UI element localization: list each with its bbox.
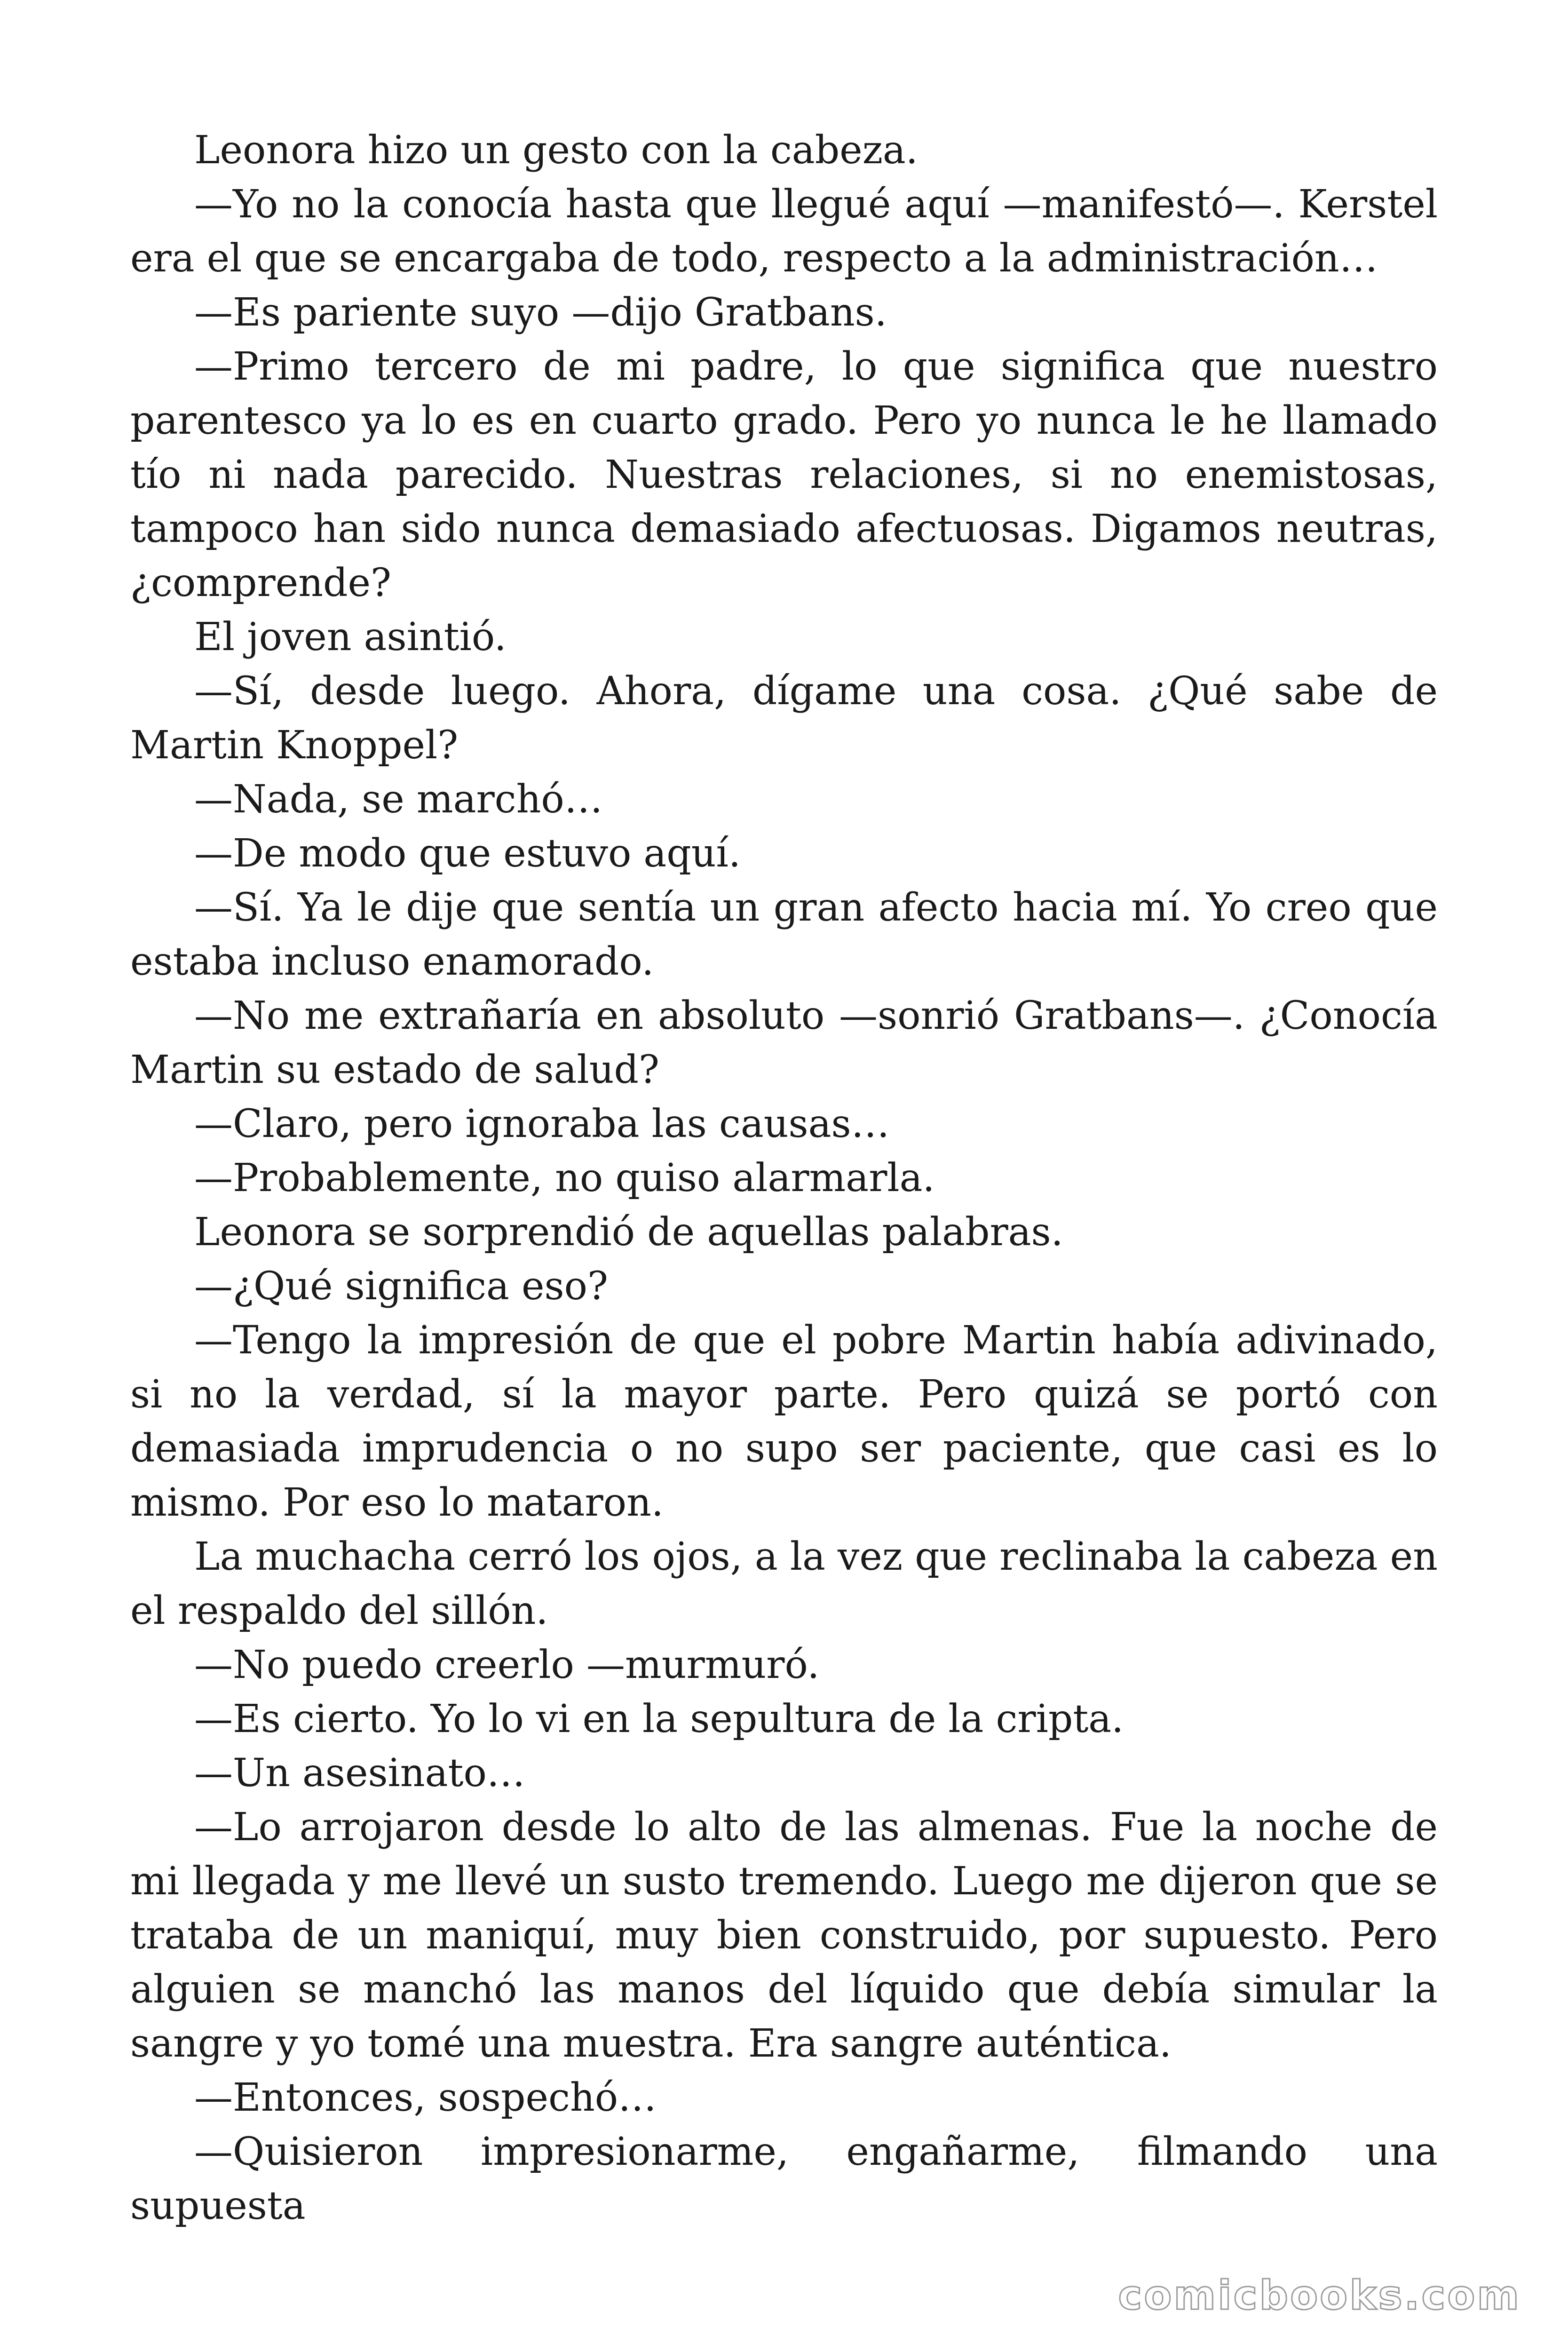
paragraph: La muchacha cerró los ojos, a la vez que reclinaba la cabeza en el respaldo del sillón. <box>130 1534 1438 1633</box>
watermark-text: comicbooks.com <box>1118 2272 1521 2319</box>
paragraph: —No puedo creerlo —murmuró. <box>194 1643 820 1687</box>
paragraph: —Tengo la impresión de que el pobre Martin había adivinado, si no la verdad, sí la mayor parte. Pero quizá se portó con demasiada imprudencia o no supo ser paciente, que casi es lo mismo. Por eso lo mataron. <box>130 1318 1438 1525</box>
paragraph: —Lo arrojaron desde lo alto de las almenas. Fue la noche de mi llegada y me llevé un susto tremendo. Luego me dijeron que se trataba de un maniquí, muy bien construido, por supuesto. Pero alguien se manchó las manos del líquido que debía simular la sangre y yo tomé una muestra. Era sangre auténtica. <box>130 1805 1438 2066</box>
body-text <box>130 123 1438 2233</box>
paragraph: —Es pariente suyo —dijo Gratbans. <box>194 290 887 335</box>
paragraph: —Entonces, sospechó… <box>194 2075 657 2120</box>
paragraph: —No me extrañaría en absoluto —sonrió Gratbans—. ¿Conocía Martin su estado de salud? <box>130 993 1438 1092</box>
paragraph: —Probablemente, no quiso alarmarla. <box>194 1156 935 1200</box>
paragraph: Leonora se sorprendió de aquellas palabras. <box>194 1210 1063 1255</box>
paragraph: —Es cierto. Yo lo vi en la sepultura de la cripta. <box>194 1697 1124 1741</box>
paragraph: —Nada, se marchó… <box>194 777 603 822</box>
paragraph: —Sí, desde luego. Ahora, dígame una cosa. ¿Qué sabe de Martin Knoppel? <box>130 669 1438 768</box>
paragraph: —Quisieron impresionarme, engañarme, filmando una supuesta <box>130 2130 1438 2228</box>
paragraph: —Claro, pero ignoraba las causas… <box>194 1102 890 1146</box>
paragraph: —De modo que estuvo aquí. <box>194 831 741 876</box>
paragraph: —Primo tercero de mi padre, lo que significa que nuestro parentesco ya lo es en cuarto grado. Pero yo nunca le he llamado tío ni nada parecido. Nuestras relaciones, si no enemistosas, tampoco han sido nunca demasiado afectuosas. Digamos neutras, ¿comprende? <box>130 344 1438 605</box>
paragraph: —¿Qué significa eso? <box>194 1264 608 1309</box>
paragraph: —Yo no la conocía hasta que llegué aquí —manifestó—. Kerstel era el que se encargaba de todo, respecto a la administración… <box>130 182 1438 281</box>
paragraph: —Sí. Ya le dije que sentía un gran afecto hacia mí. Yo creo que estaba incluso enamorado. <box>130 885 1438 984</box>
paragraph: —Un asesinato… <box>194 1751 525 1796</box>
paragraph: El joven asintió. <box>194 615 507 660</box>
paragraph: Leonora hizo un gesto con la cabeza. <box>194 128 918 173</box>
